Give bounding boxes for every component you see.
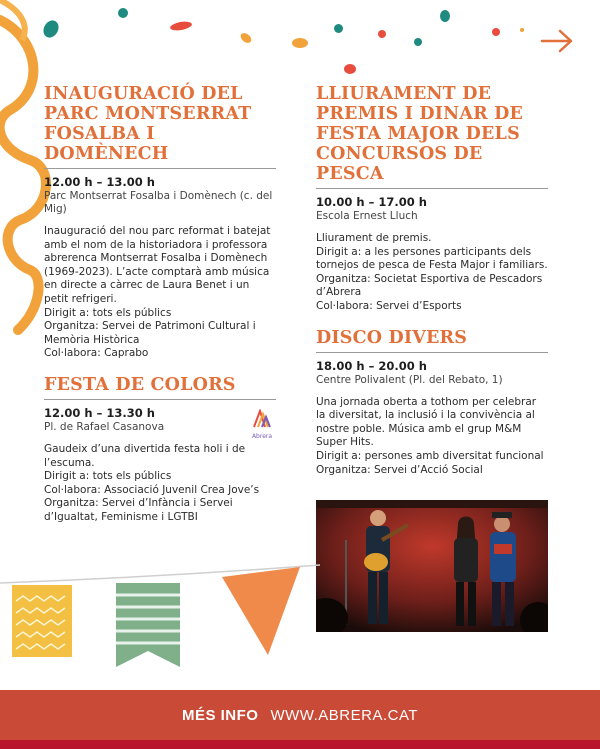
event-collaborator: Col·labora: Caprabo [44, 347, 149, 360]
event-time: 18.00 h – 20.00 h [316, 358, 427, 373]
event-place: Pl. de Rafael Casanova [44, 420, 165, 433]
divider [44, 168, 276, 169]
divider [316, 188, 548, 189]
confetti [492, 28, 500, 36]
bunting-decoration [0, 555, 330, 670]
event-place: Parc Montserrat Fosalba i Domènech (c. del Mig) [44, 190, 273, 215]
event-collaborator: Col·labora: Associació Juvenil Crea Jove’s [44, 483, 260, 496]
confetti [292, 38, 308, 48]
event-description: Gaudeix d’una divertida festa holi i de l’escuma. [44, 442, 246, 469]
rainbow-logo-icon [251, 409, 273, 429]
event-organizer: Organitza: Servei de Patrimoni Cultural i Memòria Històrica [44, 320, 256, 346]
event-place: Escola Ernest Lluch [316, 210, 418, 222]
event-time: 12.00 h – 13.30 h [44, 405, 155, 420]
footer-bar [0, 690, 600, 740]
event-audience: Dirigit a: tots els públics [44, 306, 172, 319]
confetti [239, 31, 253, 45]
right-column [316, 84, 548, 477]
footer-url-link[interactable]: WWW.ABRERA.CAT [270, 706, 419, 724]
event-title: DISCO DIVERS [316, 327, 468, 348]
event-title: LLIURAMENT DE PREMIS I DINAR DE FESTA MAJOR DELS CONCURSOS DE PESCA [316, 84, 524, 184]
confetti [520, 28, 524, 32]
event-time: 12.00 h – 13.00 h [44, 175, 155, 189]
divider [316, 352, 548, 353]
confetti [344, 64, 356, 74]
event-inauguracio [44, 84, 276, 361]
logo-text: Abrera [251, 432, 273, 440]
confetti [334, 24, 343, 33]
event-place: Centre Polivalent (Pl. del Rebato, 1) [316, 373, 503, 386]
confetti [378, 30, 386, 38]
confetti [440, 10, 450, 22]
arrow-right-icon[interactable] [540, 28, 574, 54]
event-disco-divers [316, 328, 548, 478]
footer-strip [0, 740, 600, 749]
event-title: FESTA DE COLORS [44, 374, 236, 395]
footer-label: MÉS INFO [181, 706, 259, 724]
divider [44, 399, 276, 400]
event-audience: Dirigit a: persones amb diversitat funcional [316, 449, 544, 462]
event-organizer: Organitza: Servei d’Acció Social [316, 463, 483, 476]
event-collaborator: Col·labora: Servei d’Esports [316, 299, 462, 312]
event-description: Una jornada oberta a tothom per celebrar la diversitat, la inclusió i la convivència al nostre poble. Música amb el grup M&M Super Hits. [316, 395, 537, 449]
event-organizer: Organitza: Servei d’Infància i Servei d’Igualtat, Feminisme i LGTBI [44, 497, 233, 523]
confetti [169, 20, 192, 32]
event-organizer: Organitza: Societat Esportiva de Pescadors d’Abrera [316, 272, 543, 299]
abrera-logo [250, 409, 274, 439]
event-title: INAUGURACIÓ DEL PARC MONTSERRAT FOSALBA I DOMÈNECH [44, 84, 252, 164]
event-description: Lliurament de premis. [316, 232, 432, 244]
left-column [44, 84, 276, 525]
confetti [414, 38, 422, 46]
event-description: Inauguració del nou parc reformat i batejat amb el nom de la historiadora i professora abrerenca Montserrat Fosalba i Domènech (1969-2023). L’acte comptarà amb música en directe a càrrec de Laura Benet i un petit refrigeri. [44, 225, 271, 305]
concert-photo [316, 500, 548, 632]
confetti [118, 8, 128, 18]
event-lliurament [316, 84, 548, 314]
event-audience: Dirigit a: a les persones participants dels tornejos de pesca de Festa Major i familiars. [316, 245, 548, 272]
event-festa-colors [44, 375, 276, 525]
event-time: 10.00 h – 17.00 h [316, 195, 427, 209]
event-audience: Dirigit a: tots els públics [44, 470, 172, 483]
